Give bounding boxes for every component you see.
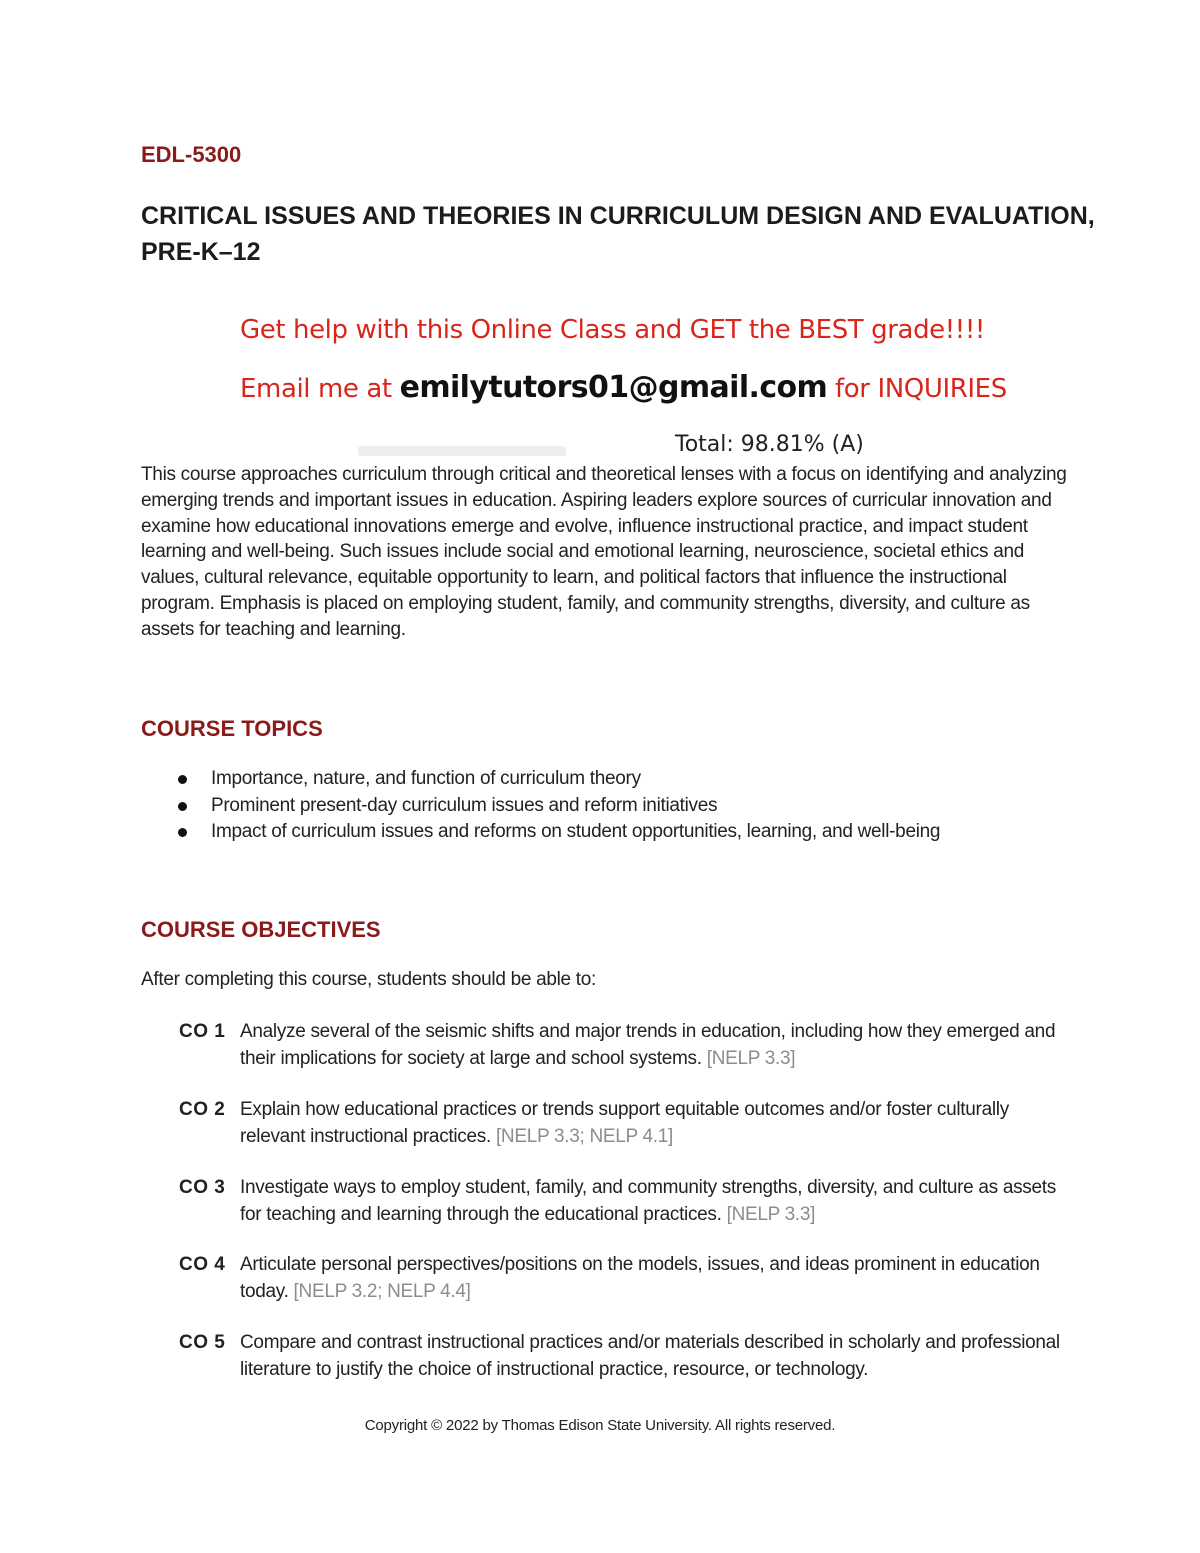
promo-email-prefix: Email me at bbox=[240, 374, 400, 404]
objective-text: Compare and contrast instructional practices and/or materials described in scholarly and professional literature to justify the choice of instructional practice, resource, or technology. bbox=[240, 1332, 1060, 1380]
list-item bbox=[175, 819, 940, 846]
topic-text: Importance, nature, and function of curriculum theory bbox=[211, 768, 641, 789]
objective-ref: [NELP 3.3] bbox=[706, 1047, 796, 1069]
objective-item bbox=[179, 1097, 1069, 1150]
course-title: CRITICAL ISSUES AND THEORIES IN CURRICULUM DESIGN AND EVALUATION, PRE-K–12 bbox=[141, 202, 1095, 266]
objectives-intro: After completing this course, students should be able to: bbox=[141, 969, 597, 990]
objective-label: CO 3 bbox=[179, 1177, 226, 1198]
objective-ref: [NELP 3.2; NELP 4.4] bbox=[293, 1280, 471, 1302]
course-topics-list bbox=[175, 766, 940, 846]
promo-line: Get help with this Online Class and GET the BEST grade!!!! bbox=[240, 315, 985, 345]
objective-text: Articulate personal perspectives/positions on the models, issues, and ideas prominent in education today. bbox=[240, 1254, 1040, 1302]
objective-text: Investigate ways to employ student, family, and community strengths, diversity, and culture as assets for teaching and learning through the educational practices. bbox=[240, 1177, 1056, 1225]
bullet-icon bbox=[178, 775, 187, 784]
list-item bbox=[175, 766, 940, 793]
objective-item bbox=[179, 1019, 1069, 1072]
list-item bbox=[175, 793, 940, 820]
promo-email-line bbox=[240, 370, 1007, 405]
course-objectives-heading: COURSE OBJECTIVES bbox=[141, 917, 381, 942]
objective-label: CO 2 bbox=[179, 1099, 226, 1120]
objective-item bbox=[179, 1330, 1069, 1383]
objective-ref: [NELP 3.3; NELP 4.1] bbox=[495, 1125, 674, 1147]
course-code: EDL-5300 bbox=[141, 142, 242, 167]
total-grade: Total: 98.81% (A) bbox=[675, 432, 864, 457]
objective-ref: [NELP 3.3] bbox=[726, 1203, 816, 1225]
objective-text: Analyze several of the seismic shifts and major trends in education, including how they emerged and their implications for society at large and school systems. bbox=[240, 1021, 1056, 1069]
promo-email-address[interactable]: emilytutors01@gmail.com bbox=[399, 370, 828, 405]
objective-item bbox=[179, 1175, 1069, 1228]
course-description: This course approaches curriculum through critical and theoretical lenses with a focus on identifying and analyzing emerging trends and important issues in education. Aspiring leaders explore sources of curricular innovation and examine how educational innovations emerge and evolve, influence instructional practice, and impact student learning and well-being. Such issues include social and emotional learning, neuroscience, societal ethics and values, cultural relevance, equitable opportunity to learn, and political factors that influence the instructional program. Emphasis is placed on employing student, family, and community strengths, diversity, and culture as assets for teaching and learning. bbox=[141, 464, 1067, 640]
bullet-icon bbox=[178, 802, 187, 811]
objective-text: Explain how educational practices or trends support equitable outcomes and/or foster culturally relevant instructional practices. bbox=[240, 1099, 1009, 1147]
grey-bar-decoration bbox=[358, 446, 566, 456]
objective-label: CO 4 bbox=[179, 1254, 226, 1275]
promo-email-suffix: for INQUIRIES bbox=[827, 374, 1007, 404]
objective-label: CO 1 bbox=[179, 1021, 226, 1042]
copyright-footer: Copyright © 2022 by Thomas Edison State University. All rights reserved. bbox=[364, 1417, 836, 1434]
topic-text: Prominent present-day curriculum issues and reform initiatives bbox=[211, 794, 718, 816]
bullet-icon bbox=[178, 828, 187, 837]
course-topics-heading: COURSE TOPICS bbox=[141, 716, 323, 741]
objective-label: CO 5 bbox=[179, 1332, 226, 1353]
objective-item bbox=[179, 1252, 1069, 1305]
topic-text: Impact of curriculum issues and reforms on student opportunities, learning, and well-being bbox=[211, 821, 941, 842]
